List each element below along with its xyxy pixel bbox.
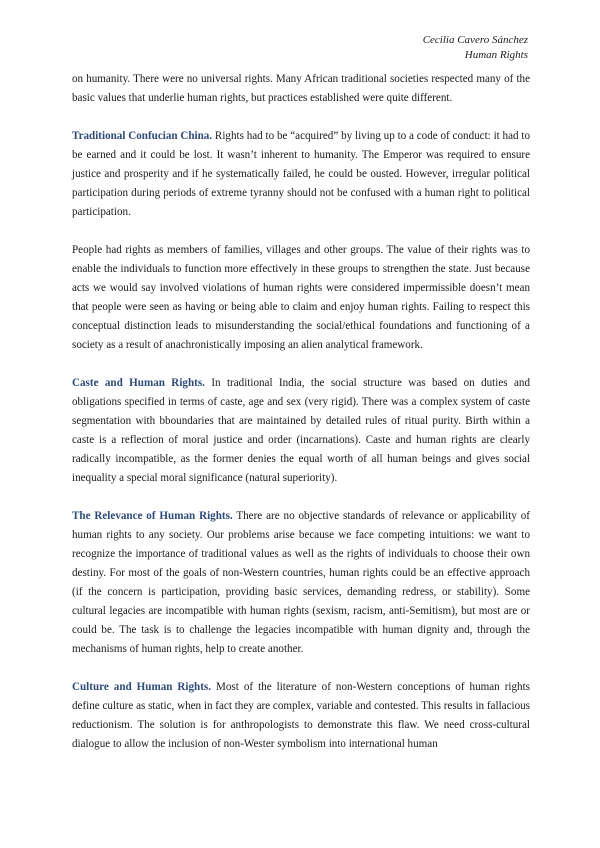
paragraph-text: on humanity. There were no universal rights. Many African traditional societies respected many of the basic values that underlie human rights, but practices established were quite different. [72, 73, 530, 104]
paragraph-african-societies [72, 70, 530, 108]
section-heading: Culture and Human Rights. [72, 681, 212, 693]
paragraph-culture [72, 678, 530, 754]
paragraph-text: Rights had to be “acquired” by living up to a code of conduct: it had to be earned and it could be lost. It wasn’t inherent to humanity. The Emperor was required to ensure justice and prosperity and if he systematically failed, he could be ousted. However, irregular political participation during periods of extreme tyranny should not be confused with a human right to political participation. [72, 130, 530, 218]
section-heading: Caste and Human Rights. [72, 377, 205, 389]
paragraph-text: Most of the literature of non-Western conceptions of human rights define culture as static, when in fact they are complex, variable and contested. This results in fallacious reductionism. The solution is for anthropologists to demonstrate this flaw. We need cross-cultural dialogue to allow the inclusion of non-Wester symbolism into international human [72, 681, 530, 750]
body-text [72, 70, 530, 773]
header-subject: Human Rights [464, 49, 528, 61]
paragraph-group-rights [72, 241, 530, 355]
paragraph-confucian-china [72, 127, 530, 222]
header-author: Cecilia Cavero Sánchez [422, 34, 528, 46]
running-header [423, 33, 528, 63]
paragraph-caste [72, 374, 530, 488]
paragraph-text: In traditional India, the social structure was based on duties and obligations specified in terms of caste, age and sex (very rigid). There was a complex system of caste segmentation with bboundaries that are maintained by detailed rules of ritual purity. Birth within a caste is a reflection of moral justice and order (incarnations). Caste and human rights are clearly radically incompatible, as the former denies the equal worth of all human beings and gives social inequality a special moral significance (natural superiority). [72, 377, 530, 484]
section-heading: Traditional Confucian China. [72, 130, 213, 142]
paragraph-relevance [72, 507, 530, 659]
paragraph-text: There are no objective standards of relevance or applicability of human rights to any society. Our problems arise because we face competing intuitions: we want to recognize the importance of traditional values as well as the rights of individuals to choose their own destiny. For most of the goals of non-Western countries, human rights could be an effective approach (if the concern is participation, providing basic services, demanding redress, or stability). Some cultural legacies are incompatible with human rights (sexism, racism, anti-Semitism), but most are or could be. The task is to challenge the legacies incompatible with human dignity and, through the mechanisms of human rights, help to create another. [72, 510, 531, 655]
paragraph-text: People had rights as members of families, villages and other groups. The value of their rights was to enable the individuals to function more effectively in these groups to strengthen the state. Just because acts we would say involved violations of human rights were considered impermissible doesn’t mean that people were seen as having or being able to claim and enjoy human rights. Failing to respect this conceptual distinction leads to misunderstanding the social/ethical foundations and functioning of a society as a result of anachronistically imposing an alien analytical framework. [72, 244, 530, 351]
section-heading: The Relevance of Human Rights. [72, 510, 233, 522]
